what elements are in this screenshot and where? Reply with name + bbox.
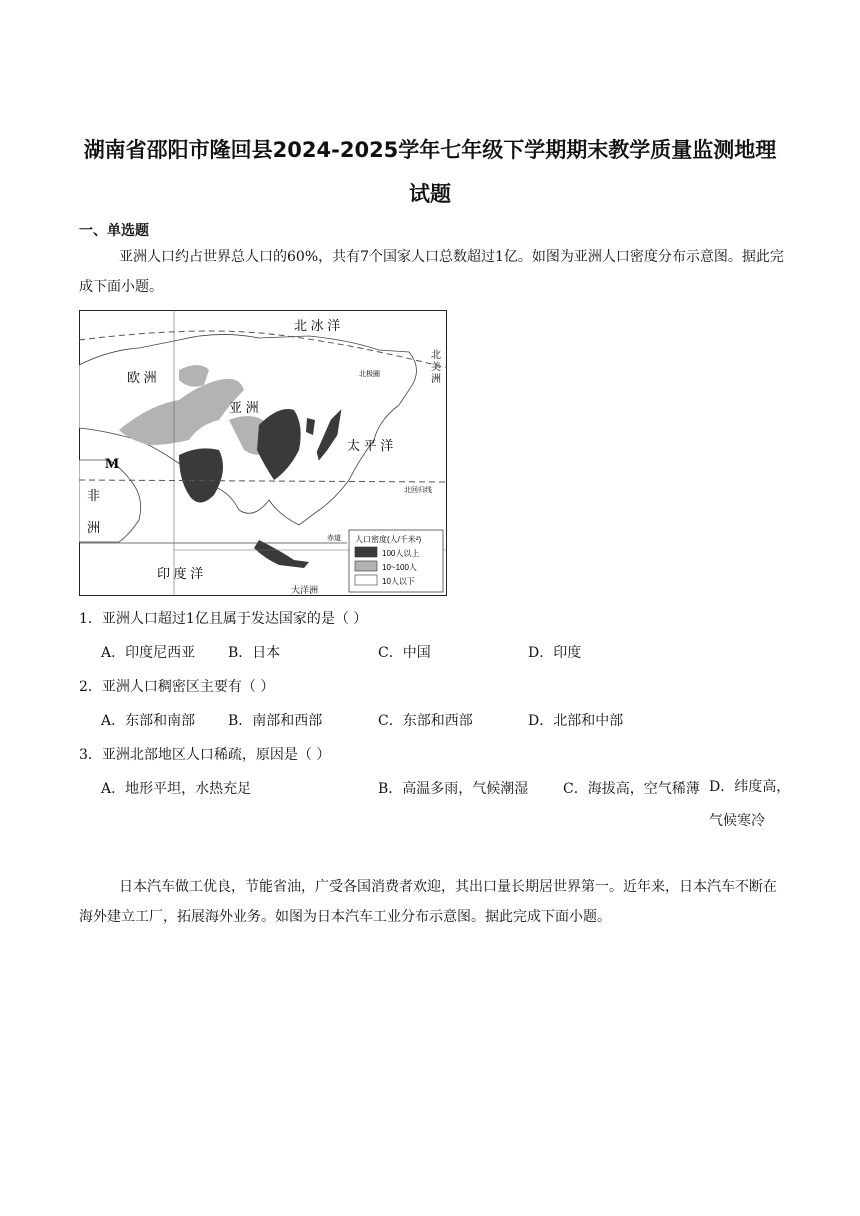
question-3-stem: 3．亚洲北部地区人口稀疏，原因是（ ） xyxy=(79,747,331,763)
question-2-stem: 2．亚洲人口稠密区主要有（ ） xyxy=(79,679,275,695)
question-3-option-a[interactable]: A．地形平坦，水热充足 xyxy=(101,781,252,797)
tropic-label: 北回归线 xyxy=(404,487,432,494)
legend-label-mid: 10~100人 xyxy=(382,563,417,572)
legend-label-high: 100人以上 xyxy=(382,549,420,558)
asia-label: 亚 洲 xyxy=(229,400,259,415)
intro-paragraph-1: 亚洲人口约占世界总人口的60%，共有7个国家人口总数超过1亿。如图为亚洲人口密度分布示意图。据此完成下面小题。 xyxy=(79,249,784,295)
question-1-option-c[interactable]: C．中国 xyxy=(378,645,431,661)
page-title-continued: 试题 xyxy=(409,182,451,206)
north-america-label-3: 洲 xyxy=(431,374,441,385)
north-america-label-2: 美 xyxy=(431,362,441,373)
legend-swatch-mid xyxy=(355,561,377,571)
question-2-option-d[interactable]: D．北部和中部 xyxy=(528,713,624,729)
legend-title: 人口密度(人/千米²) xyxy=(355,535,422,544)
legend-swatch-low xyxy=(355,575,377,585)
europe-label: 欧 洲 xyxy=(127,370,157,385)
point-m-label: M xyxy=(105,456,120,472)
arctic-circle-label: 北极圈 xyxy=(359,371,380,378)
medium-density-area-2 xyxy=(179,365,209,387)
arctic-ocean-label: 北 冰 洋 xyxy=(294,318,341,333)
africa-label-2: 洲 xyxy=(87,520,101,535)
north-america-label-1: 北 xyxy=(431,350,441,361)
question-3-option-c[interactable]: C．海拔高，空气稀薄 xyxy=(563,781,700,797)
page-title: 湖南省邵阳市隆回县2024-2025学年七年级下学期期末教学质量监测地理 xyxy=(83,138,777,162)
question-2-option-b[interactable]: B．南部和西部 xyxy=(228,713,323,729)
question-1-option-d[interactable]: D．印度 xyxy=(528,645,582,661)
section-heading: 一、单选题 xyxy=(79,223,149,239)
question-3-option-b[interactable]: B．高温多雨，气候潮湿 xyxy=(378,781,529,797)
question-1-option-b[interactable]: B．日本 xyxy=(228,645,281,661)
question-2-option-a[interactable]: A．东部和南部 xyxy=(101,713,196,729)
question-2-option-c[interactable]: C．东部和西部 xyxy=(378,713,473,729)
question-3-option-d-text: D．纬度高，气候寒冷 xyxy=(709,779,791,829)
oceania-label: 大洋洲 xyxy=(291,585,319,595)
legend-label-low: 10人以下 xyxy=(382,577,415,586)
equator-label: 赤道 xyxy=(327,535,341,542)
question-1-stem: 1．亚洲人口超过1亿且属于发达国家的是（ ） xyxy=(79,611,368,627)
asia-population-density-map xyxy=(79,310,447,596)
africa-label-1: 非 xyxy=(87,488,101,503)
question-3-option-d[interactable] xyxy=(709,770,795,838)
pacific-ocean-label: 太 平 洋 xyxy=(347,438,394,453)
legend-swatch-high xyxy=(355,547,377,557)
question-1-option-a[interactable]: A．印度尼西亚 xyxy=(101,645,196,661)
indian-ocean-label: 印 度 洋 xyxy=(157,566,204,581)
intro-paragraph-2: 日本汽车做工优良，节能省油，广受各国消费者欢迎，其出口量长期居世界第一。近年来，日本汽车不断在海外建立工厂，拓展海外业务。如图为日本汽车工业分布示意图。据此完成下面小题。 xyxy=(79,879,777,925)
